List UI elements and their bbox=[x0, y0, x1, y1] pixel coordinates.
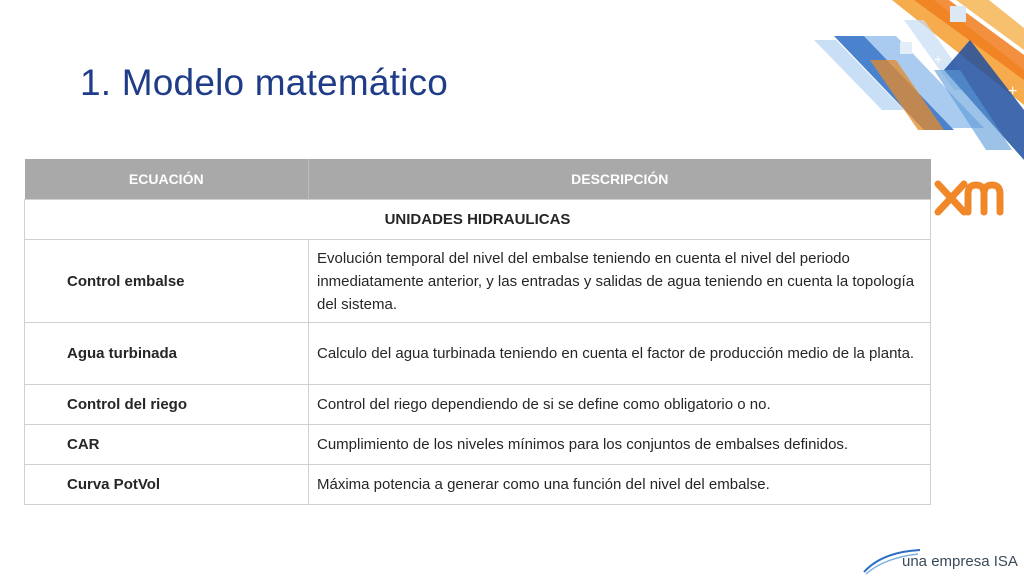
row-ecuacion: Control del riego bbox=[25, 385, 309, 425]
table-header-row bbox=[25, 159, 931, 200]
row-ecuacion: CAR bbox=[25, 425, 309, 465]
table-row bbox=[25, 385, 931, 425]
footer-text: una empresa ISA bbox=[902, 553, 1018, 570]
xm-logo-icon bbox=[934, 172, 1004, 222]
svg-text:+: + bbox=[934, 51, 943, 67]
table-row bbox=[25, 465, 931, 505]
section-title: UNIDADES HIDRAULICAS bbox=[25, 200, 931, 240]
header-descripcion: DESCRIPCIÓN bbox=[309, 159, 931, 200]
row-descripcion: Evolución temporal del nivel del embalse teniendo en cuenta el nivel del periodo inmediatamente anterior, y las entradas y salidas de agua teniendo en cuenta la topología del sistema. bbox=[309, 240, 931, 323]
equations-table bbox=[24, 159, 931, 505]
row-descripcion: Calculo del agua turbinada teniendo en cuenta el factor de producción medio de la planta. bbox=[309, 323, 931, 385]
footer-brand bbox=[862, 546, 1024, 576]
table-row bbox=[25, 323, 931, 385]
decorative-graphic-icon bbox=[774, 0, 1024, 160]
row-ecuacion: Agua turbinada bbox=[25, 323, 309, 385]
table-row bbox=[25, 425, 931, 465]
header-ecuacion: ECUACIÓN bbox=[25, 159, 309, 200]
row-descripcion: Cumplimiento de los niveles mínimos para los conjuntos de embalses definidos. bbox=[309, 425, 931, 465]
table-row bbox=[25, 240, 931, 323]
row-descripcion: Control del riego dependiendo de si se define como obligatorio o no. bbox=[309, 385, 931, 425]
row-descripcion: Máxima potencia a generar como una función del nivel del embalse. bbox=[309, 465, 931, 505]
row-ecuacion: Control embalse bbox=[25, 240, 309, 323]
slide-title: 1. Modelo matemático bbox=[80, 62, 449, 103]
svg-text:+: + bbox=[1008, 83, 1018, 100]
row-ecuacion: Curva PotVol bbox=[25, 465, 309, 505]
section-row bbox=[25, 200, 931, 240]
